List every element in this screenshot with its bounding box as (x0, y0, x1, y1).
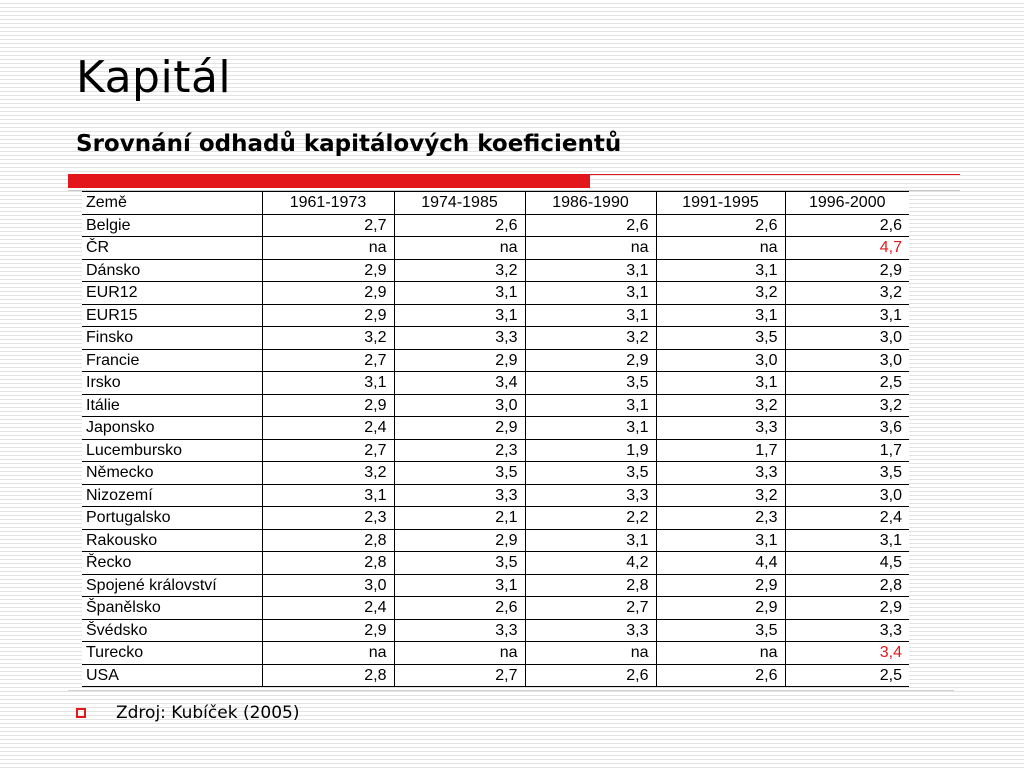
value-cell: 2,7 (262, 439, 394, 462)
value-cell: 3,5 (394, 462, 525, 485)
value-cell: 3,5 (525, 372, 656, 395)
value-cell: 2,2 (525, 507, 656, 530)
value-cell: 2,7 (394, 664, 525, 687)
value-cell: na (262, 237, 394, 260)
hollow-square-bullet-icon (76, 708, 86, 718)
value-cell: 2,8 (785, 574, 909, 597)
country-cell: Nizozemí (82, 484, 262, 507)
footer-divider (68, 690, 954, 691)
value-cell: 3,1 (656, 259, 785, 282)
value-cell: na (262, 642, 394, 665)
value-cell: 2,8 (262, 529, 394, 552)
country-cell: Irsko (82, 372, 262, 395)
capital-coefficient-table (82, 191, 909, 687)
value-cell: na (394, 642, 525, 665)
value-cell: 2,9 (262, 394, 394, 417)
value-cell: 3,0 (785, 484, 909, 507)
value-cell: 3,1 (262, 372, 394, 395)
column-header: 1986-1990 (525, 192, 656, 215)
table-row (82, 349, 909, 372)
table-row (82, 484, 909, 507)
source-citation: Zdroj: Kubíček (2005) (116, 703, 300, 723)
value-cell: 3,1 (785, 529, 909, 552)
source-bullet (76, 700, 299, 726)
value-cell: 3,0 (785, 327, 909, 350)
value-cell: 2,9 (262, 619, 394, 642)
value-cell: 3,3 (394, 619, 525, 642)
value-cell: 2,8 (262, 552, 394, 575)
table-row (82, 462, 909, 485)
column-header: 1991-1995 (656, 192, 785, 215)
value-cell: 2,7 (262, 214, 394, 237)
value-cell: 2,9 (656, 574, 785, 597)
value-cell: na (525, 642, 656, 665)
country-cell: Francie (82, 349, 262, 372)
value-cell: 3,0 (394, 394, 525, 417)
table-row (82, 439, 909, 462)
value-cell: 4,2 (525, 552, 656, 575)
table-row (82, 574, 909, 597)
value-cell: 3,2 (262, 327, 394, 350)
table-row (82, 282, 909, 305)
country-cell: Švédsko (82, 619, 262, 642)
table-row (82, 552, 909, 575)
value-cell: 2,7 (262, 349, 394, 372)
value-cell: 2,1 (394, 507, 525, 530)
country-cell: USA (82, 664, 262, 687)
value-cell: 2,3 (262, 507, 394, 530)
value-cell: 2,3 (394, 439, 525, 462)
value-cell: 3,2 (656, 394, 785, 417)
value-cell: 3,3 (785, 619, 909, 642)
country-cell: Portugalsko (82, 507, 262, 530)
value-cell: 2,9 (394, 529, 525, 552)
country-cell: Japonsko (82, 417, 262, 440)
value-cell: 4,4 (656, 552, 785, 575)
value-cell: 2,6 (525, 664, 656, 687)
slide-title: Kapitál (76, 52, 232, 103)
value-cell: 3,5 (656, 327, 785, 350)
value-cell: 3,1 (656, 372, 785, 395)
value-cell: 2,6 (785, 214, 909, 237)
table-row (82, 394, 909, 417)
value-cell: 3,1 (525, 282, 656, 305)
table-row (82, 327, 909, 350)
column-header: 1996-2000 (785, 192, 909, 215)
value-cell: 3,3 (525, 619, 656, 642)
value-cell: 3,4 (785, 642, 909, 665)
table-row (82, 417, 909, 440)
table-row (82, 237, 909, 260)
table-row (82, 507, 909, 530)
value-cell: 3,5 (785, 462, 909, 485)
country-cell: Španělsko (82, 597, 262, 620)
value-cell: 3,1 (785, 304, 909, 327)
value-cell: 3,5 (656, 619, 785, 642)
value-cell: 2,9 (262, 282, 394, 305)
value-cell: 3,1 (394, 304, 525, 327)
value-cell: 2,9 (525, 349, 656, 372)
value-cell: 2,8 (525, 574, 656, 597)
country-cell: Turecko (82, 642, 262, 665)
value-cell: 1,7 (785, 439, 909, 462)
column-header: 1974-1985 (394, 192, 525, 215)
value-cell: 2,7 (525, 597, 656, 620)
value-cell: 2,5 (785, 372, 909, 395)
value-cell: 3,3 (394, 327, 525, 350)
table-row (82, 304, 909, 327)
country-cell: Německo (82, 462, 262, 485)
country-cell: Itálie (82, 394, 262, 417)
value-cell: 2,8 (262, 664, 394, 687)
value-cell: 2,4 (262, 597, 394, 620)
value-cell: 3,1 (525, 529, 656, 552)
value-cell: 1,9 (525, 439, 656, 462)
slide-subtitle: Srovnání odhadů kapitálových koeficientů (76, 131, 622, 157)
table-row (82, 259, 909, 282)
data-table (82, 191, 909, 687)
value-cell: 3,0 (262, 574, 394, 597)
country-cell: Řecko (82, 552, 262, 575)
country-cell: Dánsko (82, 259, 262, 282)
value-cell: 3,1 (525, 417, 656, 440)
value-cell: 3,1 (262, 484, 394, 507)
value-cell: 2,6 (656, 214, 785, 237)
table-row (82, 664, 909, 687)
column-header: 1961-1973 (262, 192, 394, 215)
value-cell: 3,2 (262, 462, 394, 485)
table-header-row (82, 192, 909, 215)
country-cell: Finsko (82, 327, 262, 350)
table-row (82, 529, 909, 552)
column-header: Země (82, 192, 262, 215)
country-cell: Lucembursko (82, 439, 262, 462)
country-cell: EUR12 (82, 282, 262, 305)
value-cell: 4,7 (785, 237, 909, 260)
value-cell: 2,9 (656, 597, 785, 620)
value-cell: 3,0 (656, 349, 785, 372)
value-cell: 2,4 (785, 507, 909, 530)
value-cell: 2,6 (394, 214, 525, 237)
table-row (82, 619, 909, 642)
country-cell: Rakousko (82, 529, 262, 552)
value-cell: na (656, 642, 785, 665)
value-cell: na (394, 237, 525, 260)
value-cell: 2,9 (394, 417, 525, 440)
value-cell: 3,2 (656, 484, 785, 507)
value-cell: 3,1 (394, 574, 525, 597)
value-cell: 3,2 (785, 394, 909, 417)
value-cell: 2,5 (785, 664, 909, 687)
value-cell: 3,2 (525, 327, 656, 350)
value-cell: 3,2 (656, 282, 785, 305)
table-row (82, 214, 909, 237)
country-cell: Spojené království (82, 574, 262, 597)
value-cell: 2,4 (262, 417, 394, 440)
value-cell: 3,1 (394, 282, 525, 305)
table-row (82, 372, 909, 395)
country-cell: Belgie (82, 214, 262, 237)
title-accent-bar (68, 174, 590, 188)
country-cell: ČR (82, 237, 262, 260)
value-cell: 1,7 (656, 439, 785, 462)
value-cell: 2,6 (656, 664, 785, 687)
table-body (82, 214, 909, 687)
value-cell: 3,0 (785, 349, 909, 372)
value-cell: 3,1 (525, 394, 656, 417)
value-cell: na (525, 237, 656, 260)
value-cell: 3,5 (394, 552, 525, 575)
value-cell: 4,5 (785, 552, 909, 575)
value-cell: 3,3 (656, 417, 785, 440)
table-row (82, 642, 909, 665)
value-cell: 2,9 (785, 259, 909, 282)
value-cell: 3,6 (785, 417, 909, 440)
value-cell: 2,9 (262, 259, 394, 282)
value-cell: 3,2 (785, 282, 909, 305)
value-cell: 3,3 (394, 484, 525, 507)
value-cell: 2,9 (785, 597, 909, 620)
value-cell: 3,1 (656, 304, 785, 327)
value-cell: 3,4 (394, 372, 525, 395)
value-cell: 3,1 (525, 304, 656, 327)
value-cell: 3,2 (394, 259, 525, 282)
value-cell: 2,3 (656, 507, 785, 530)
value-cell: 2,9 (262, 304, 394, 327)
country-cell: EUR15 (82, 304, 262, 327)
value-cell: 3,5 (525, 462, 656, 485)
title-accent-line (590, 174, 960, 175)
value-cell: na (656, 237, 785, 260)
value-cell: 2,6 (394, 597, 525, 620)
value-cell: 3,3 (656, 462, 785, 485)
value-cell: 2,9 (394, 349, 525, 372)
table-row (82, 597, 909, 620)
value-cell: 3,1 (525, 259, 656, 282)
value-cell: 3,1 (656, 529, 785, 552)
value-cell: 2,6 (525, 214, 656, 237)
value-cell: 3,3 (525, 484, 656, 507)
